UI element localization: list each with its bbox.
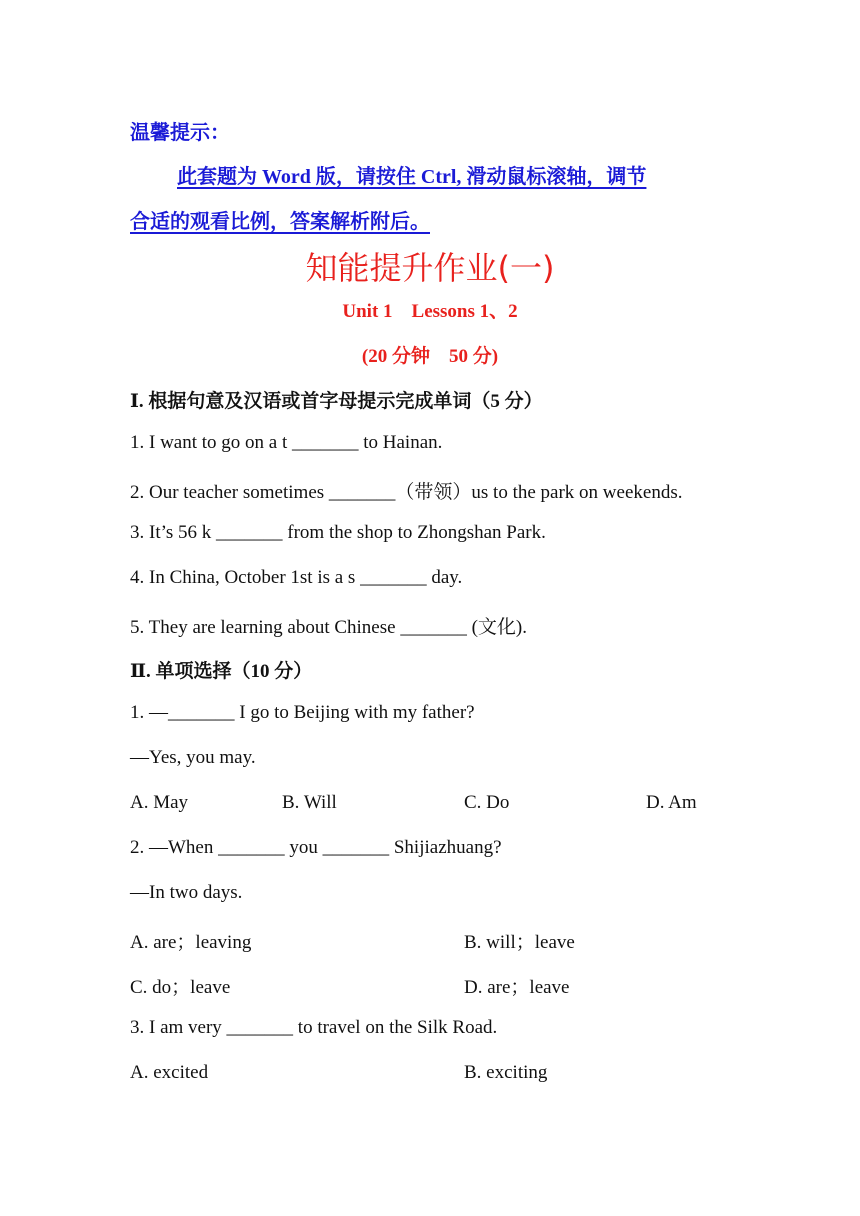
option-b: B. Will bbox=[282, 792, 337, 813]
section-1-heading: Ⅰ. 根据句意及汉语或首字母提示完成单词（5 分） bbox=[130, 391, 543, 412]
notice-line-2: 合适的观看比例，答案解析附后。 bbox=[130, 211, 430, 233]
question-stem: 3. I am very _______ to travel on the Silk Road. bbox=[130, 1017, 498, 1038]
question-stem: 1. —_______ I go to Beijing with my father? bbox=[130, 702, 475, 723]
option-a: A. May bbox=[130, 792, 189, 813]
option-b: B. will；leave bbox=[464, 932, 575, 953]
option-d: D. Am bbox=[646, 792, 697, 813]
option-c: C. Do bbox=[464, 792, 510, 813]
option-c: C. do；leave bbox=[130, 977, 231, 998]
notice-line-1: 此套题为 Word 版，请按住 Ctrl, 滑动鼠标滚轴，调节 bbox=[177, 166, 647, 188]
time-score: (20 分钟 50 分) bbox=[361, 346, 499, 367]
question-item: 4. In China, October 1st is a s _______ day. bbox=[130, 567, 463, 588]
page-title: 知能提升作业(一) bbox=[305, 249, 555, 287]
question-reply: —Yes, you may. bbox=[130, 747, 256, 768]
section-2-heading: Ⅱ. 单项选择（10 分） bbox=[130, 661, 313, 682]
unit-subtitle: Unit 1 Lessons 1、2 bbox=[342, 301, 518, 322]
question-reply: —In two days. bbox=[130, 882, 243, 903]
option-a: A. are；leaving bbox=[130, 932, 252, 953]
option-a: A. excited bbox=[130, 1062, 209, 1083]
question-stem: 2. —When _______ you _______ Shijiazhuang? bbox=[130, 837, 502, 858]
option-d: D. are；leave bbox=[464, 977, 570, 998]
question-item: 3. It’s 56 k _______ from the shop to Zhongshan Park. bbox=[130, 522, 546, 543]
question-item: 1. I want to go on a t _______ to Hainan. bbox=[130, 432, 443, 453]
notice-heading: 温馨提示： bbox=[130, 122, 230, 144]
question-item: 5. They are learning about Chinese _______ (文化). bbox=[130, 617, 527, 638]
question-item: 2. Our teacher sometimes _______（带领）us to the park on weekends. bbox=[130, 482, 683, 503]
option-b: B. exciting bbox=[464, 1062, 548, 1083]
